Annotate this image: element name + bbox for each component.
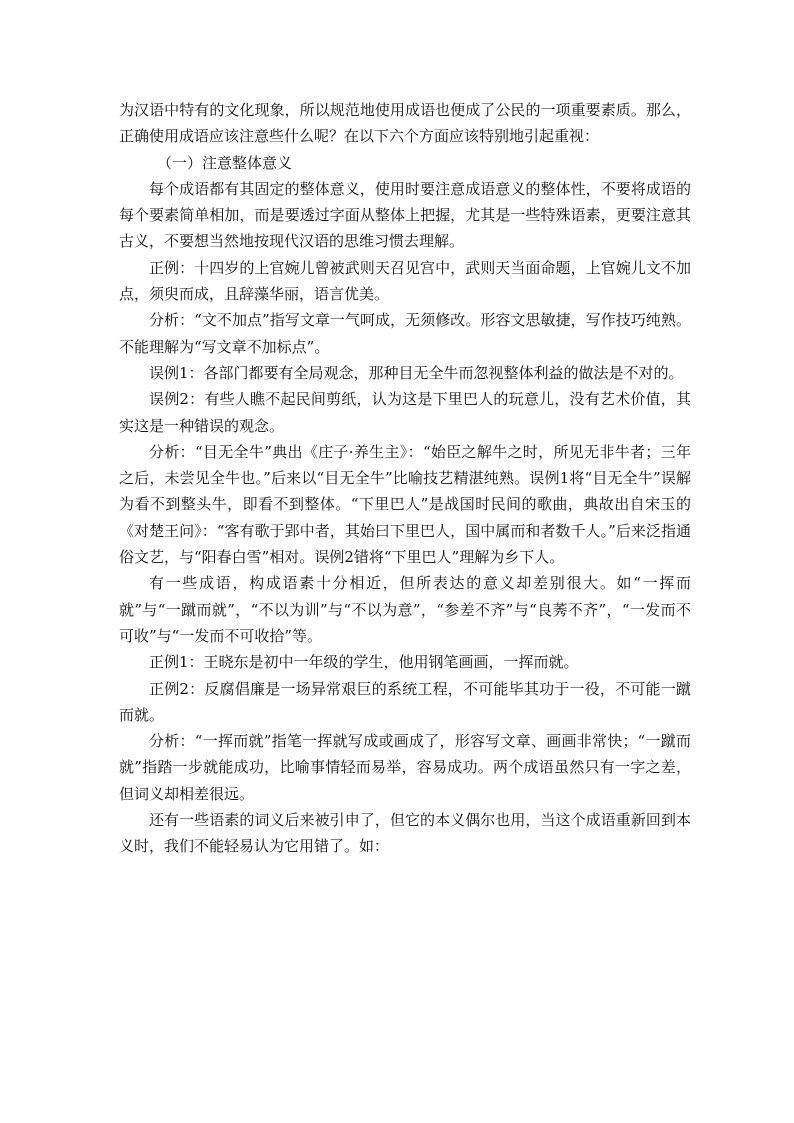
body-paragraph: 每个成语都有其固定的整体意义，使用时要注意成语意义的整体性，不要将成语的每个要素简单相加，而是要透过字面从整体上把握，尤其是一些特殊语素，更要注意其古义，不要想当然地按现代汉语的思维习惯去理解。	[119, 179, 691, 251]
section-heading: （一）注意整体意义	[157, 153, 293, 172]
wrong-example-1-paragraph: 误例1：各部门都要有全局观念，那种目无全牛而忽视整体利益的做法是不对的。	[149, 363, 684, 382]
positive-example-2-paragraph: 正例2：反腐倡廉是一场异常艰巨的系统工程，不可能毕其功于一役，不可能一蹴而就。	[119, 679, 691, 724]
wrong-example-2-paragraph: 误例2：有些人瞧不起民间剪纸，认为这是下里巴人的玩意儿，没有艺术价值，其实这是一种错误的观念。	[119, 390, 691, 435]
body-paragraph: 还有一些语素的词义后来被引申了，但它的本义偶尔也用，当这个成语重新回到本义时，我们不能轻易认为它用错了。如：	[119, 811, 691, 856]
positive-example-1-paragraph: 正例1：王晓东是初中一年级的学生，他用钢笔画画，一挥而就。	[149, 653, 579, 672]
analysis-paragraph: 分析：“文不加点”指写文章一气呵成，无须修改。形容文思敏捷，写作技巧纯熟。不能理解为“写文章不加标点”。	[119, 311, 691, 356]
document-page	[119, 97, 691, 860]
intro-paragraph: 为汉语中特有的文化现象，所以规范地使用成语也便成了公民的一项重要素质。那么，正确使用成语应该注意些什么呢？在以下六个方面应该特别地引起重视：	[119, 101, 691, 146]
positive-example-paragraph: 正例：十四岁的上官婉儿曾被武则天召见宫中，武则天当面命题，上官婉儿文不加点，须臾而成，且辞藻华丽，语言优美。	[119, 258, 691, 304]
analysis-paragraph: 分析：“目无全牛”典出《庄子·养生主》：“始臣之解牛之时，所见无非牛者；三年之后，未尝见全牛也。”后来以“目无全牛”比喻技艺精湛纯熟。误例1将“目无全牛”误解为看不到整头牛，即看不到整体。“下里巴人”是战国时民间的歌曲，典故出自宋玉的《对楚王问》：“客有歌于郢中者，其始曰下里巴人，国中属而和者数千人。”后来泛指通俗文艺，与“阳春白雪”相对。误例2错将“下里巴人”理解为乡下人。	[119, 442, 691, 567]
body-paragraph: 有一些成语，构成语素十分相近，但所表达的意义却差别很大。如“一挥而就”与“一蹴而就”，“不以为训”与“不以为意”，“参差不齐”与“良莠不齐”，“一发而不可收”与“一发而不可收拾”等。	[119, 574, 691, 645]
analysis-paragraph: 分析：“一挥而就”指笔一挥就写成或画成了，形容写文章、画画非常快；“一蹴而就”指踏一步就能成功，比喻事情轻而易举，容易成功。两个成语虽然只有一字之差，但词义却相差很远。	[119, 732, 691, 803]
